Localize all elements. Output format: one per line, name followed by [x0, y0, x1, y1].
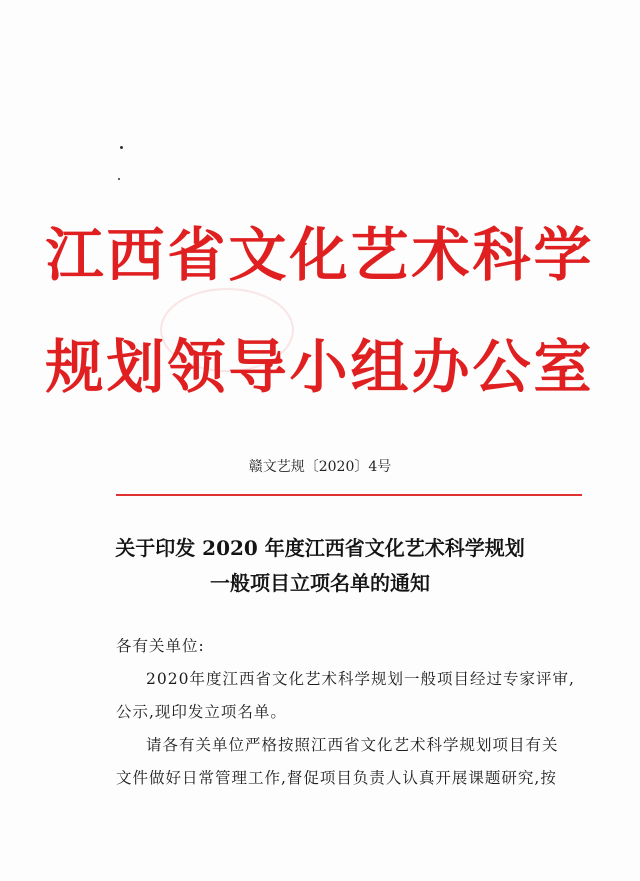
- red-header-line-1: 江西省文化艺术科学: [45, 221, 595, 289]
- paragraph-1-line-1: 2020年度江西省文化艺术科学规划一般项目经过专家评审,: [146, 670, 575, 688]
- paragraph-2-line-2: 文件做好日常管理工作,督促项目负责人认真开展课题研究,按: [116, 769, 557, 787]
- scan-speck: [120, 146, 123, 149]
- document-number: 赣文艺规〔2020〕4号: [248, 459, 392, 475]
- red-header-line-2: 规划领导小组办公室: [45, 333, 595, 401]
- red-divider-rule: [116, 494, 582, 496]
- document-title-line-2: 一般项目立项名单的通知: [210, 571, 430, 595]
- salutation: 各有关单位:: [116, 637, 205, 655]
- scan-speck: [118, 178, 120, 180]
- document-title-line-1: 关于印发 2020 年度江西省文化艺术科学规划: [115, 536, 525, 560]
- paragraph-2-line-1: 请各有关单位严格按照江西省文化艺术科学规划项目有关: [146, 736, 559, 754]
- paragraph-1-line-2: 公示,现印发立项名单。: [116, 703, 287, 721]
